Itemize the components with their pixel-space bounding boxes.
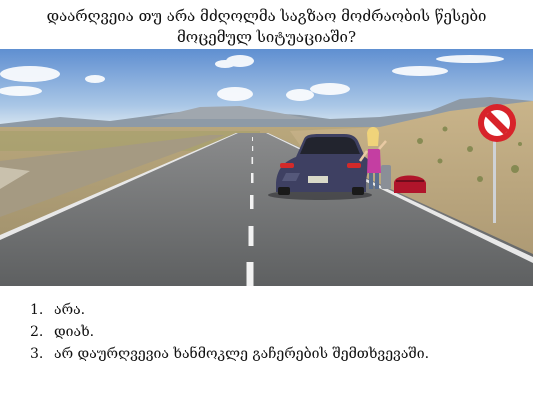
answer-option-2[interactable]	[30, 321, 429, 343]
question-line-2: მოცემულ სიტუაციაში?	[177, 28, 356, 46]
answer-number: 2.	[30, 324, 44, 340]
question-line-1: დაარღვეია თუ არა მძღოლმა საგზაო მოძრაობის წესები	[46, 7, 487, 25]
road-scene-image	[0, 49, 533, 286]
answer-option-1[interactable]	[30, 299, 429, 321]
question-text	[0, 6, 533, 48]
answer-list	[30, 299, 429, 365]
answer-text: დიახ.	[54, 324, 95, 340]
answer-number: 3.	[30, 346, 44, 362]
answer-number: 1.	[30, 302, 44, 318]
answer-option-3[interactable]	[30, 343, 429, 365]
answer-text: არა.	[54, 302, 86, 318]
answer-text: არ დაურღვევია ხანმოკლე გაჩერების შემთხვევაში.	[54, 346, 430, 362]
